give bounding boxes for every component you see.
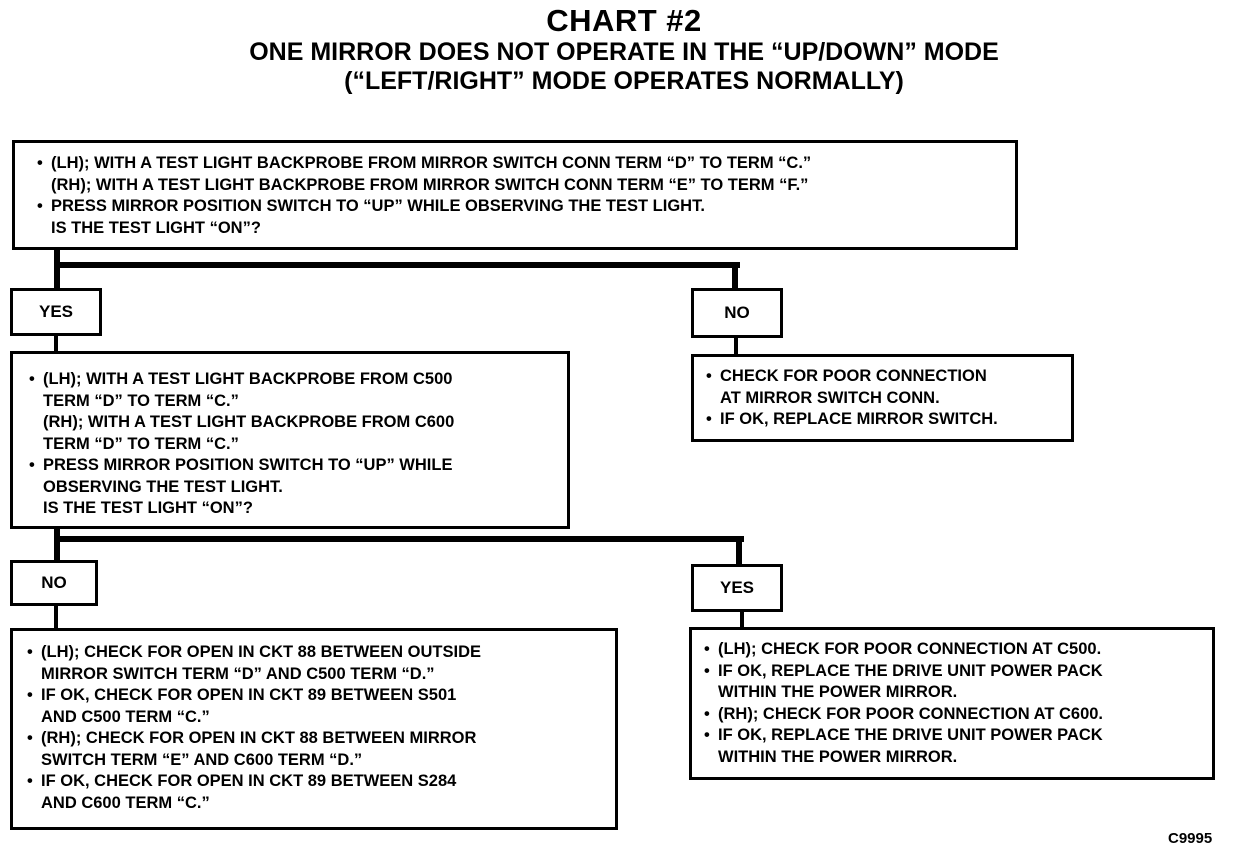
branch2-yes-label: YES (691, 564, 783, 612)
no1-result-box (691, 354, 1074, 442)
yes2-result-box (689, 627, 1215, 780)
figure-code: C9995 (1168, 830, 1213, 847)
no2-result-box (10, 628, 618, 830)
yes2-result-item: • (LH); CHECK FOR POOR CONNECTION AT C500. (702, 639, 1206, 661)
step2-item: • PRESS MIRROR POSITION SWITCH TO “UP” WHILE OBSERVING THE TEST LIGHT. IS THE TEST LIGHT “ON”? (27, 455, 561, 520)
connector-branch2-yes-down (736, 536, 742, 566)
connector-step2-down (54, 527, 60, 561)
yes2-result-item: • IF OK, REPLACE THE DRIVE UNIT POWER PACK WITHIN THE POWER MIRROR. (702, 725, 1206, 768)
no2-result-item: • (LH); CHECK FOR OPEN IN CKT 88 BETWEEN OUTSIDE MIRROR SWITCH TERM “D” AND C500 TERM “D.” (25, 642, 609, 685)
no1-result-item: • CHECK FOR POOR CONNECTION AT MIRROR SWITCH CONN. (704, 366, 1065, 409)
step1-box (12, 140, 1018, 250)
step2-item: • (LH); WITH A TEST LIGHT BACKPROBE FROM C500 TERM “D” TO TERM “C.” (RH); WITH A TEST LIGHT BACKPROBE FROM C600 TERM “D” TO TERM “C.” (27, 369, 561, 455)
no1-result-item: • IF OK, REPLACE MIRROR SWITCH. (704, 409, 1065, 431)
chart-title: CHART #2 (546, 3, 702, 38)
connector-branch2-horizontal (54, 536, 744, 542)
connector-branch1-horizontal (54, 262, 740, 268)
yes2-result-item: • IF OK, REPLACE THE DRIVE UNIT POWER PACK WITHIN THE POWER MIRROR. (702, 661, 1206, 704)
step1-item: • (LH); WITH A TEST LIGHT BACKPROBE FROM MIRROR SWITCH CONN TERM “D” TO TERM “C.” (RH); WITH A TEST LIGHT BACKPROBE FROM MIRROR SWITCH CONN TERM “E” TO TERM “F.” (35, 153, 1007, 196)
connector-no2-to-result (54, 604, 58, 630)
no2-result-item: • (RH); CHECK FOR OPEN IN CKT 88 BETWEEN MIRROR SWITCH TERM “E” AND C600 TERM “D.” (25, 728, 609, 771)
step2-box (10, 351, 570, 529)
branch1-no-label: NO (691, 288, 783, 338)
branch1-yes-label: YES (10, 288, 102, 336)
branch2-no-label: NO (10, 560, 98, 606)
yes2-result-item: • (RH); CHECK FOR POOR CONNECTION AT C600. (702, 704, 1206, 726)
chart-subtitle-line1: ONE MIRROR DOES NOT OPERATE IN THE “UP/DOWN” MODE (249, 38, 999, 66)
connector-step1-down (54, 246, 60, 291)
no2-result-item: • IF OK, CHECK FOR OPEN IN CKT 89 BETWEEN S501 AND C500 TERM “C.” (25, 685, 609, 728)
step1-item: • PRESS MIRROR POSITION SWITCH TO “UP” WHILE OBSERVING THE TEST LIGHT. IS THE TEST LIGHT “ON”? (35, 196, 1007, 239)
no2-result-item: • IF OK, CHECK FOR OPEN IN CKT 89 BETWEEN S284 AND C600 TERM “C.” (25, 771, 609, 814)
chart-subtitle-line2: (“LEFT/RIGHT” MODE OPERATES NORMALLY) (344, 67, 904, 95)
